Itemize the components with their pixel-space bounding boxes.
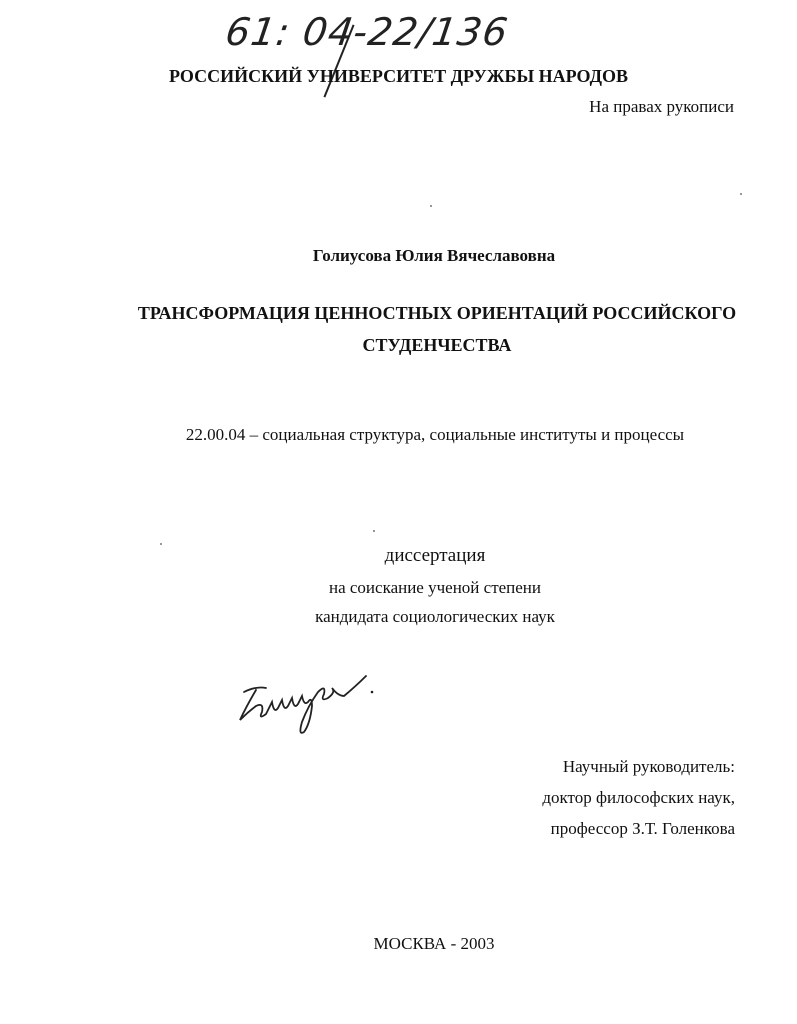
author-name: Голиусова Юлия Вячеславовна xyxy=(312,246,556,265)
supervisor-name: профессор З.Т. Голенкова xyxy=(550,819,735,838)
supervisor-label: Научный руководитель: xyxy=(562,757,735,776)
scan-speck xyxy=(160,543,162,545)
manuscript-note: На правах рукописи xyxy=(589,97,734,116)
handwritten-archive-code: 61: 04-22/136 xyxy=(222,10,512,54)
university-name: РОССИЙСКИЙ УНИВЕРСИТЕТ ДРУЖБЫ НАРОДОВ xyxy=(168,66,629,86)
thesis-title-line-2: СТУДЕНЧЕСТВА xyxy=(362,335,512,355)
scan-speck xyxy=(430,205,432,207)
city-year: МОСКВА - 2003 xyxy=(373,934,495,953)
degree-line-3: кандидата социологических наук xyxy=(315,607,555,626)
degree-line-2: на соискание ученой степени xyxy=(328,578,542,597)
specialty-code: 22.00.04 – социальная структура, социальные институты и процессы xyxy=(185,425,685,444)
author-signature xyxy=(226,662,386,742)
scan-speck xyxy=(740,193,742,195)
scan-speck xyxy=(373,530,375,532)
degree-type: диссертация xyxy=(384,545,486,566)
thesis-title-line-1: ТРАНСФОРМАЦИЯ ЦЕННОСТНЫХ ОРИЕНТАЦИЙ РОССИЙСКОГО xyxy=(137,303,737,323)
supervisor-degree: доктор философских наук, xyxy=(542,788,735,807)
